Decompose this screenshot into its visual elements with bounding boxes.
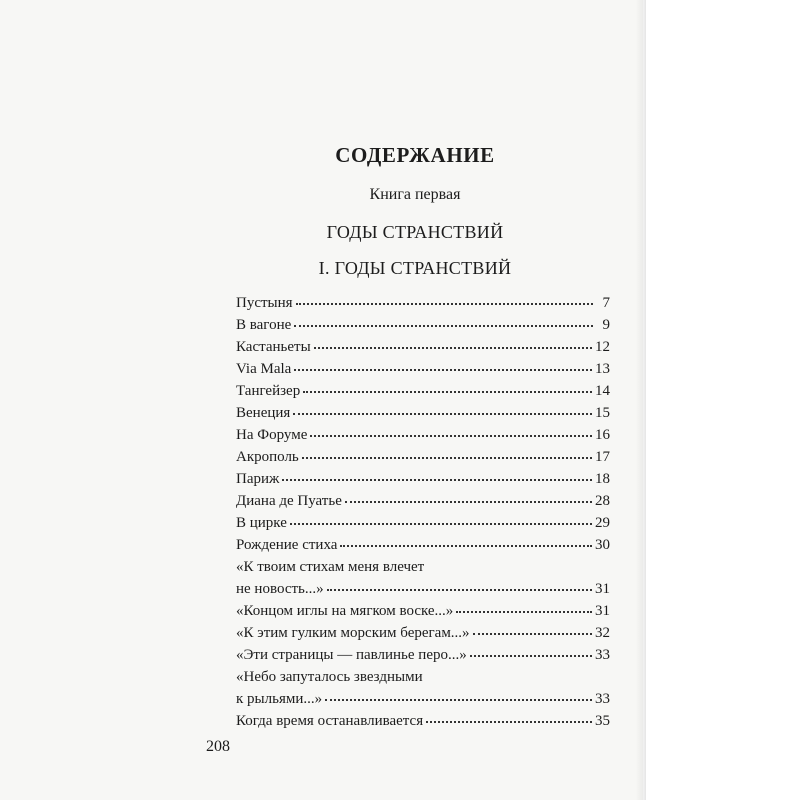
toc-entry-title: На Форуме [236,427,308,443]
toc-entry [236,710,610,732]
toc-entry-page: 35 [595,713,610,729]
toc-entry [236,490,610,512]
toc-entry [236,424,610,446]
toc-entry-page: 13 [595,361,610,377]
toc-entry-row [236,578,610,600]
dot-leader [470,654,592,657]
toc-entry-title: «К этим гулким морским берегам...» [236,625,470,641]
toc-entry-row [236,446,610,468]
toc-entry-row [236,512,610,534]
toc-entry [236,644,610,666]
dot-leader [345,500,592,503]
toc-entry-page: 12 [595,339,610,355]
toc-entry [236,358,610,380]
toc-entry-row [236,402,610,424]
toc-entry-title: Акрополь [236,449,299,465]
toc-entry-title: «Концом иглы на мягком воске...» [236,603,454,619]
toc-entry-page: 30 [595,537,610,553]
dot-leader [456,610,592,613]
toc-entry-title: к рыльями...» [236,691,323,707]
toc-entry-page: 18 [595,471,610,487]
toc-entry [236,380,610,402]
toc-entry-page: 31 [595,603,610,619]
toc-entry [236,534,610,556]
dot-leader [290,522,592,525]
toc-entry-title-line: «К твоим стихам меня влечет [236,559,425,575]
toc-entry-page: 28 [595,493,610,509]
toc-entry [236,556,610,600]
dot-leader [314,346,592,349]
toc-entry-row [236,314,610,336]
toc-entry-row [236,358,610,380]
toc-entry-page: 17 [595,449,610,465]
page-edge-shadow [636,0,646,800]
toc-entry-page: 31 [595,581,610,597]
contents-title: СОДЕРЖАНИЕ [335,143,495,167]
toc-entry-title: Диана де Пуатье [236,493,342,509]
dot-leader [310,434,592,437]
toc-entry-page: 14 [595,383,610,399]
toc-entry-title: Когда время останавливается [236,713,424,729]
dot-leader [473,632,592,635]
toc-entry-title: Венеция [236,405,291,421]
dot-leader [325,698,592,701]
toc-entry-row [236,644,610,666]
dot-leader [303,390,592,393]
toc-entry-title: Via Mala [236,361,292,377]
toc-entry-page: 33 [595,691,610,707]
toc-entry [236,666,610,710]
dot-leader [293,412,592,415]
toc-entry [236,600,610,622]
toc-entry [236,512,610,534]
toc-entry-row [236,710,610,732]
toc-entry-row [236,336,610,358]
toc-entry-row [236,424,610,446]
page-number: 208 [206,738,230,755]
toc-entry-row [236,292,610,314]
toc-entry [236,446,610,468]
toc-entry [236,468,610,490]
toc-entry-title: Рождение стиха [236,537,338,553]
dot-leader [294,324,593,327]
toc-entry-row [236,688,610,710]
toc-entry-title: В вагоне [236,317,292,333]
toc-entry-row [236,622,610,644]
toc-entry-page: 32 [595,625,610,641]
toc-entry [236,336,610,358]
dot-leader [302,456,592,459]
toc-entry-page: 9 [602,317,610,333]
dot-leader [340,544,592,547]
toc-entry [236,622,610,644]
part-title: ГОДЫ СТРАНСТВИЙ [326,222,504,242]
toc-entry-title: Кастаньеты [236,339,311,355]
table-of-contents [236,292,610,732]
toc-entry-title: Пустыня [236,295,293,311]
toc-entry-title: «Эти страницы — павлинье перо...» [236,647,467,663]
section-title: I. ГОДЫ СТРАНСТВИЙ [318,258,512,278]
toc-entry [236,402,610,424]
toc-entry-title: не новость...» [236,581,324,597]
toc-entry-title: В цирке [236,515,287,531]
toc-entry-title: Париж [236,471,280,487]
toc-entry-row [236,534,610,556]
dot-leader [282,478,592,481]
dot-leader [327,588,592,591]
toc-entry-row [236,600,610,622]
dot-leader [296,302,593,305]
toc-entry [236,314,610,336]
toc-entry-row [236,490,610,512]
toc-entry-page: 7 [602,295,610,311]
toc-entry-page: 33 [595,647,610,663]
dot-leader [294,368,592,371]
toc-entry-title-line: «Небо запуталось звездными [236,669,423,685]
toc-entry-page: 15 [595,405,610,421]
toc-entry-row [236,468,610,490]
toc-entry-row [236,380,610,402]
toc-entry-page: 16 [595,427,610,443]
book-subtitle: Книга первая [369,186,461,203]
toc-entry-page: 29 [595,515,610,531]
toc-entry-title: Тангейзер [236,383,301,399]
toc-entry [236,292,610,314]
dot-leader [426,720,592,723]
